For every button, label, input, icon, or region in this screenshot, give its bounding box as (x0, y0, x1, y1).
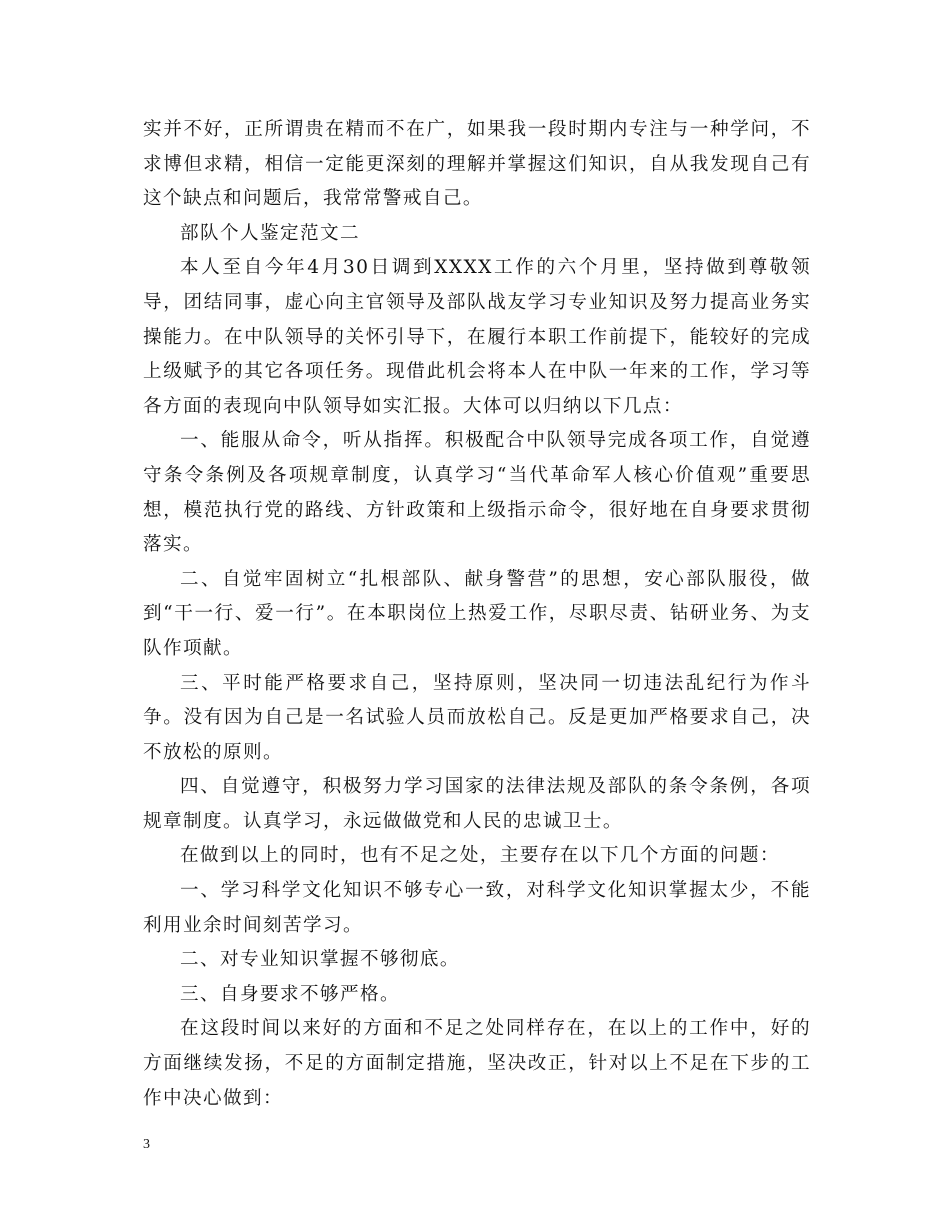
list-item: 四、自觉遵守，积极努力学习国家的法律法规及部队的条令条例，各项规章制度。认真学习，永远做做党和人民的忠诚卫士。 (143, 776, 811, 832)
body-paragraph: 在做到以上的同时，也有不足之处，主要存在以下几个方面的问题： (180, 845, 780, 867)
list-item: 一、学习科学文化知识不够专心一致，对科学文化知识掌握太少，不能利用业余时间刻苦学习。 (143, 880, 811, 936)
page-number: 3 (143, 1137, 150, 1152)
list-item: 三、自身要求不够严格。 (180, 983, 400, 1005)
document-body (143, 113, 811, 1116)
list-item: 三、平时能严格要求自己，坚持原则，坚决同一切违法乱纪行为作斗争。没有因为自己是一名试验人员而放松自己。反是更加严格要求自己，决不放松的原则。 (143, 672, 811, 763)
list-item: 二、自觉牢固树立“扎根部队、献身警营”的思想，安心部队服役，做到“干一行、爱一行”。在本职岗位上热爱工作，尽职尽责、钻研业务、为支队作项献。 (143, 568, 811, 659)
body-paragraph: 在这段时间以来好的方面和不足之处同样存在，在以上的工作中，好的方面继续发扬，不足的方面制定措施，坚决改正，针对以上不足在下步的工作中决心做到： (143, 1018, 811, 1109)
section-heading: 部队个人鉴定范文二 (180, 222, 360, 244)
list-item: 二、对专业知识掌握不够彻底。 (180, 949, 460, 971)
body-paragraph: 实并不好，正所谓贵在精而不在广，如果我一段时期内专注与一种学问，不求博但求精，相信一定能更深刻的理解并掌握这们知识，自从我发现自己有这个缺点和问题后，我常常警戒自己。 (143, 119, 811, 210)
list-item: 一、能服从命令，听从指挥。积极配合中队领导完成各项工作，自觉遵守条令条例及各项规章制度，认真学习“当代革命军人核心价值观”重要思想，模范执行党的路线、方针政策和上级指示命令，很好地在自身要求贯彻落实。 (143, 430, 811, 556)
body-paragraph: 本人至自今年4月30日调到XXXX工作的六个月里，坚持做到尊敬领导，团结同事，虚心向主官领导及部队战友学习专业知识及努力提高业务实操能力。在中队领导的关怀引导下，在履行本职工作前提下，能较好的完成上级赋予的其它各项任务。现借此机会将本人在中队一年来的工作，学习等各方面的表现向中队领导如实汇报。大体可以归纳以下几点： (143, 257, 811, 417)
